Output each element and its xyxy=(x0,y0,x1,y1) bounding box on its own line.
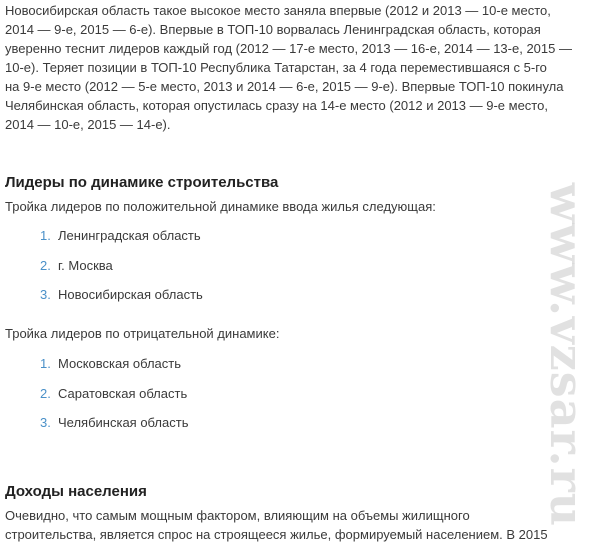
list-item xyxy=(40,228,203,258)
list-item-label: Челябинская область xyxy=(58,415,189,430)
list-item-label: Новосибирская область xyxy=(58,287,203,302)
positive-dynamics-lead: Тройка лидеров по положительной динамике ввода жилья следующая: xyxy=(5,199,436,214)
intro-line: 10-е). Теряет позиции в ТОП-10 Республика Татарстан, за 4 года переместившаяся с 5-го xyxy=(5,60,547,75)
list-item xyxy=(40,356,188,386)
list-item-label: Ленинградская область xyxy=(58,228,201,243)
list-item xyxy=(40,258,203,288)
intro-line: 2014 — 10-е, 2015 — 14-е). xyxy=(5,117,171,132)
list-item xyxy=(40,415,188,445)
income-heading: Доходы населения xyxy=(5,483,147,500)
list-item-label: г. Москва xyxy=(58,257,113,273)
income-line: строительства, является спрос на строящееся жилье, формируемый населением. В 2015 xyxy=(5,527,548,542)
list-number: 3. xyxy=(40,415,51,430)
intro-line: на 9-е место (2012 — 5-е место, 2013 и 2014 — 6-е, 2015 — 9-е). Впервые ТОП-10 покинула xyxy=(5,79,564,94)
positive-leaders-list xyxy=(40,228,203,317)
intro-line: Челябинская область, которая опустилась сразу на 14-е место (2012 и 2013 — 9-е место, xyxy=(5,98,548,113)
list-number: 3. xyxy=(40,287,51,302)
leaders-heading: Лидеры по динамике строительства xyxy=(5,174,279,191)
list-item xyxy=(40,287,203,317)
watermark-text: www.vzsar.ru xyxy=(540,182,594,528)
list-number: 2. xyxy=(40,385,51,401)
site-watermark xyxy=(534,170,600,540)
negative-dynamics-lead: Тройка лидеров по отрицательной динамике: xyxy=(5,326,280,341)
intro-line: 2014 — 9-е, 2015 — 6-е). Впервые в ТОП-10 ворвалась Ленинградская область, которая xyxy=(5,22,541,37)
list-number: 2. xyxy=(40,257,51,273)
list-number: 1. xyxy=(40,356,51,371)
negative-leaders-list xyxy=(40,356,188,445)
list-item-label: Московская область xyxy=(58,356,182,371)
list-number: 1. xyxy=(40,228,51,243)
list-item-label: Саратовская область xyxy=(58,385,188,401)
list-item xyxy=(40,386,188,416)
income-paragraph xyxy=(5,506,585,544)
income-line: Очевидно, что самым мощным фактором, влияющим на объемы жилищного xyxy=(5,508,470,523)
intro-line: уверенно теснит лидеров каждый год (2012 — 17-е место, 2013 — 16-е, 2014 — 13-е, 2015 — xyxy=(5,41,572,56)
intro-line: Новосибирская область такое высокое место заняла впервые (2012 и 2013 — 10-е место, xyxy=(5,3,551,18)
intro-paragraph xyxy=(5,1,585,134)
